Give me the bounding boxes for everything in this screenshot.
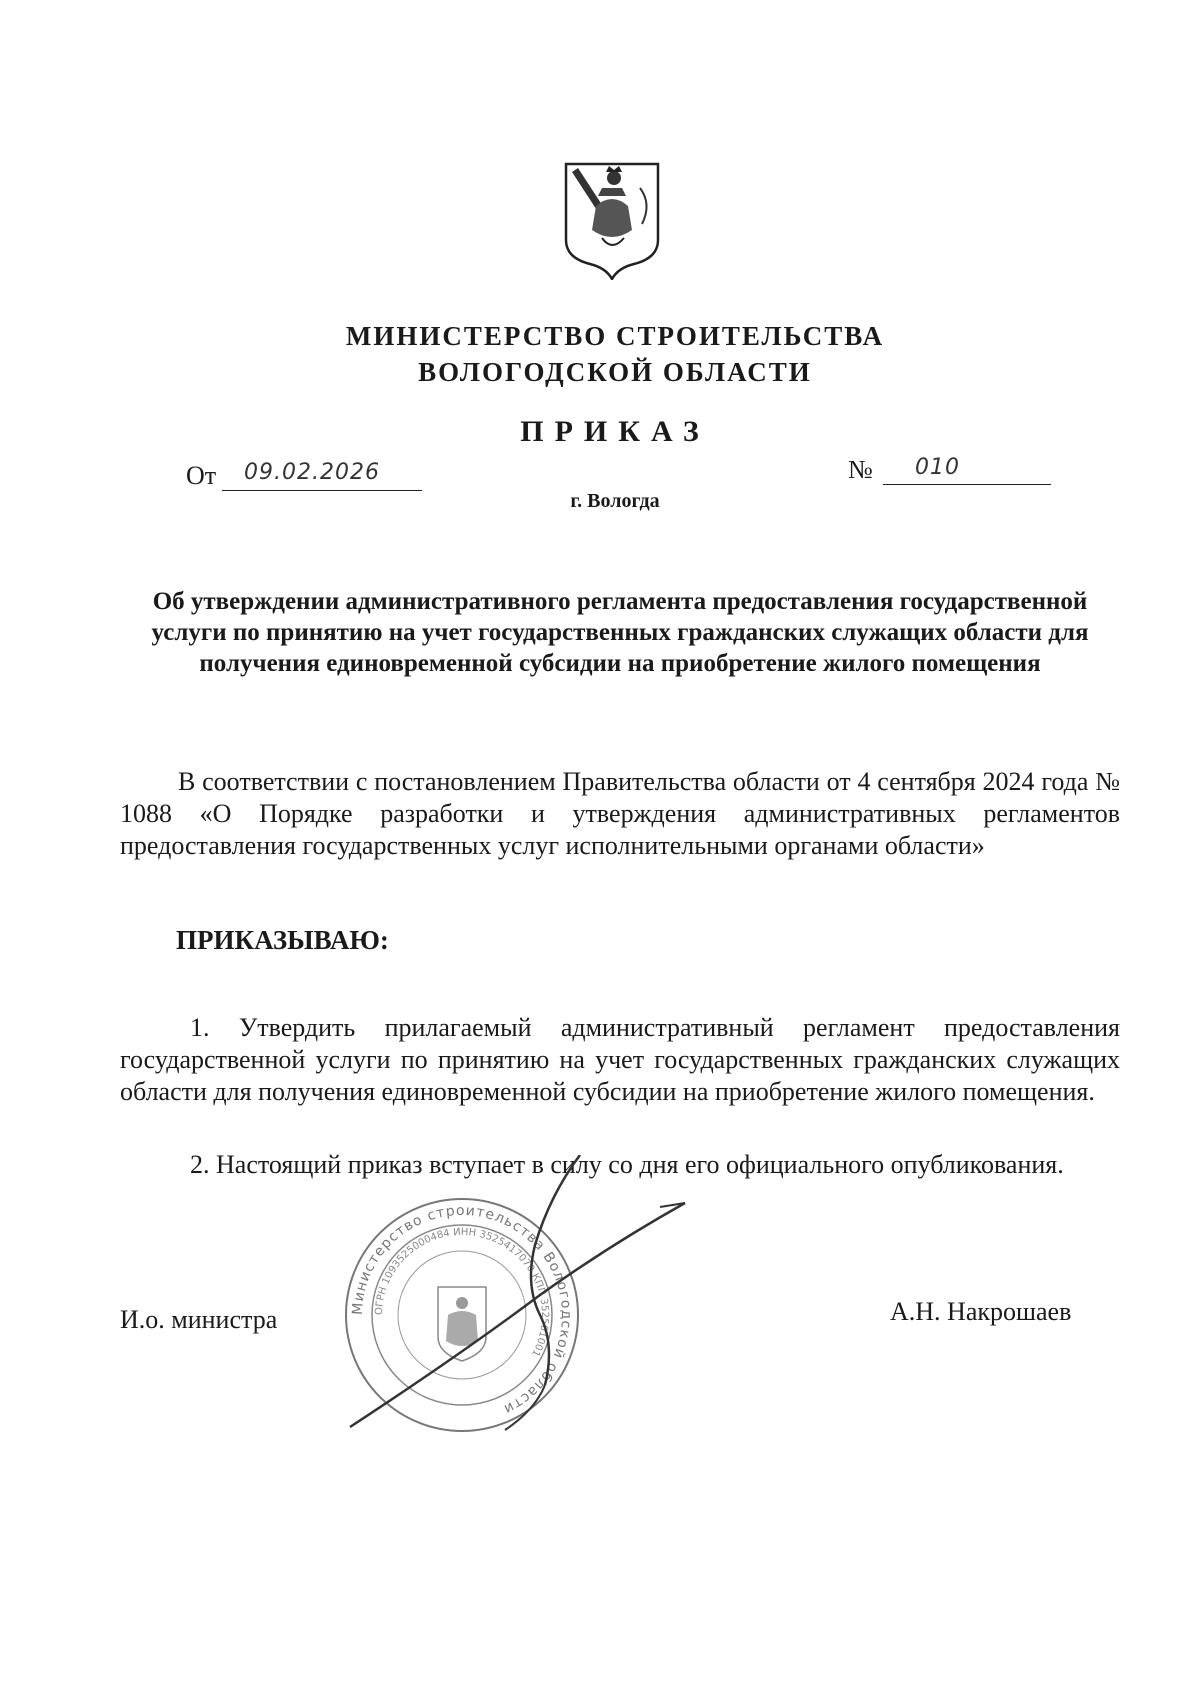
handwritten-signature xyxy=(340,1155,760,1455)
ministry-name-line2: ВОЛОГОДСКОЙ ОБЛАСТИ xyxy=(418,357,812,387)
number-value: 010 xyxy=(915,455,960,480)
preamble-paragraph: В соответствии с постановлением Правительства области от 4 сентября 2024 года № 1088 «О Порядке разработки и утверждения административных регламентов предоставления государственных услуг исполнительными органами области» xyxy=(120,767,1120,860)
number-underline xyxy=(883,484,1051,485)
decree-heading: ПРИКАЗЫВАЮ: xyxy=(176,925,389,955)
order-item-2: 2. Настоящий приказ вступает в силу со дня его официального опубликования. xyxy=(190,1150,1064,1179)
city-label: г. Вологда xyxy=(570,490,660,512)
ministry-name-line1: МИНИСТЕРСТВО СТРОИТЕЛЬСТВА xyxy=(345,321,885,351)
order-item-1: 1. Утвердить прилагаемый административный регламент предоставления государственной услуги по принятию на учет государственных гражданских служащих области для получения единовременной субсидии на приобретение жилого помещения. xyxy=(120,1013,1120,1106)
document-type-title: ПРИКАЗ xyxy=(520,415,710,448)
stamp-inner-text: ОГРН 1093525000484 ИНН 3525417070 КПП 352501001 xyxy=(373,1226,551,1359)
signatory-role: И.о. министра xyxy=(120,1305,278,1334)
date-label: От xyxy=(186,461,217,490)
coat-of-arms-icon xyxy=(562,158,662,280)
stamp-outer-text: Министерство строительства Вологодской области xyxy=(349,1202,575,1418)
number-label: № xyxy=(848,455,873,484)
signatory-name: А.Н. Накрошаев xyxy=(890,1297,1072,1326)
date-value: 09.02.2026 xyxy=(244,460,380,485)
document-subject: Об утверждении административного регламента предоставления государственной услуги по принятию на учет государственных гражданских служащих области для получения единовременной субсидии на приобретение жилого помещения xyxy=(151,588,1089,677)
